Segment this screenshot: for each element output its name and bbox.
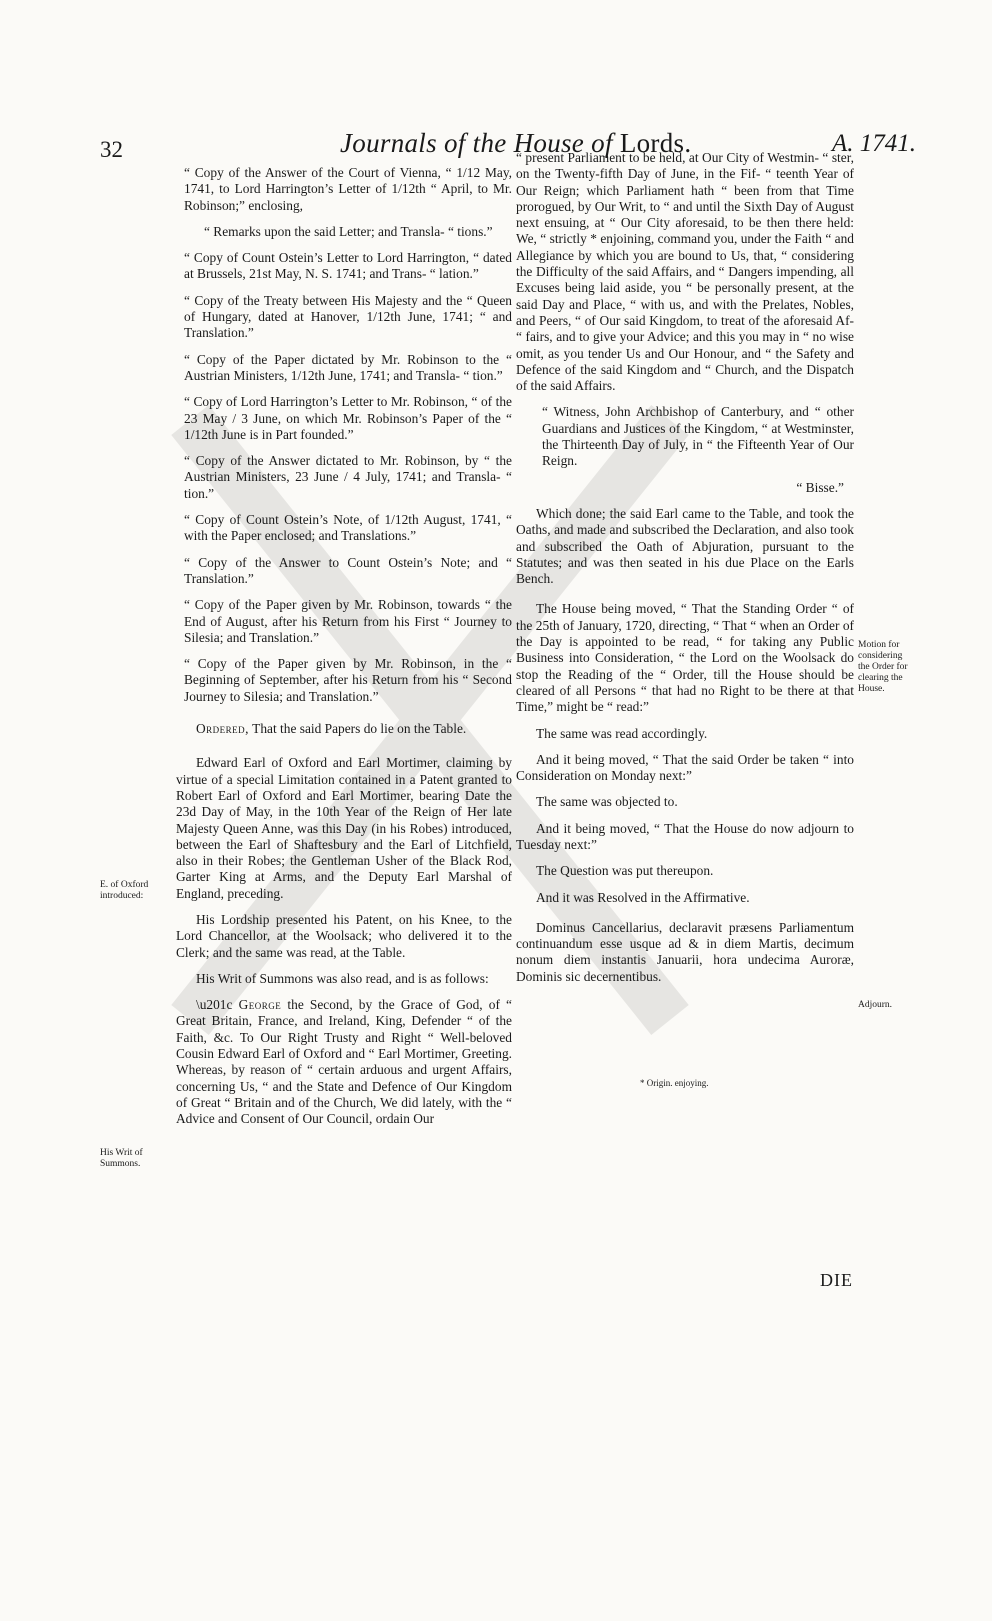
- title-word: Lords.: [619, 128, 692, 158]
- signature: “ Bisse.”: [796, 479, 844, 495]
- witness-clause: “ Witness, John Archbishop of Canterbury, and “ other Guardians and Justices of the Kingdom, “ at Westminster, the Thirteenth Day of July, in “ the Fifteenth Year of Our Reign.: [542, 404, 854, 469]
- title-word: of: [591, 128, 613, 158]
- moved-adjourn: And it being moved, “ That the House do now adjourn to Tuesday next:”: [516, 820, 854, 852]
- writ-text: \u201c George the Second, by the Grace of God, of “ Great Britain, France, and Ireland, King, Defender “ of the Faith, &c. To Our Right Trusty and Right “ Well-beloved Cousin Edward Earl of Oxford and “ Earl Mortimer, Greeting. Whereas, by reason of “ certain arduous and urgent Affairs, concerning Us, “ and the State and Defence of Our Kingdom of Great “ Britain and of the Church, We did lately, with the “ Advice and Consent of Our Council, ordain Our: [176, 997, 512, 1127]
- oaths-paragraph: Which done; the said Earl came to the Table, and took the Oaths, and made and subscribed the Declaration, and also took and subscribed the Oath of Abjuration, pursuant to the Statutes; and was then seated in his due Place on the Earls Bench.: [516, 505, 854, 587]
- question-put: The Question was put thereupon.: [536, 863, 714, 879]
- catchword: DIE: [820, 1270, 853, 1290]
- ordered-paragraph: [176, 721, 512, 737]
- title-word: Journals: [340, 128, 437, 158]
- introduction-paragraph: Edward Earl of Oxford and Earl Mortimer, claiming by virtue of a special Limitation contained in a Patent granted to Robert Earl of Oxford and Earl Mortimer, bearing Date the 23d Day of May, in the 10th Year of the Reign of Her late Majesty Queen Anne, was this Day (in his Robes) introduced, between the Earl of Shaftesbury and the Earl of Litchfield, also in their Robes; the Gentleman Usher of the Black Rod, Garter King at Arms, and the Deputy Earl Marshal of England, preceding.: [176, 755, 512, 901]
- resolved: And it was Resolved in the Affirmative.: [536, 889, 750, 905]
- title-word: House: [513, 128, 585, 158]
- ordered-lead: Ordered,: [196, 721, 250, 737]
- paper-entry: “ Copy of the Paper given by Mr. Robinson, in the “ Beginning of September, after his Return from his “ Second Journey to Silesia; and Translation.”: [184, 656, 512, 704]
- paper-entry: “ Remarks upon the said Letter; and Transla- “ tions.”: [204, 223, 493, 239]
- paper-entry: “ Copy of Count Ostein’s Note, of 1/12th August, 1741, “ with the Paper enclosed; and Translations.”: [184, 512, 512, 544]
- paper-entry: “ Copy of the Answer dictated to Mr. Robinson, by “ the Austrian Ministers, 23 June / 4 July, 1741; and Transla- “ tion.”: [184, 453, 512, 501]
- footnote: * Origin. enjoying.: [640, 1078, 709, 1088]
- objected: The same was objected to.: [536, 794, 678, 810]
- margin-note-motion: Motion for considering the Order for clearing the House.: [858, 640, 908, 694]
- ordered-text: That the said Papers do lie on the Table.: [249, 721, 467, 737]
- writ-body: the Second, by the Grace of God, of “ Great Britain, France, and Ireland, King, Defender “ of the Faith, &c. To Our Right Trusty and Right “ Well-beloved Cousin Edward Earl of Oxford and “ Earl Mortimer, Greeting. Whereas, by reason of “ certain arduous and urgent Affairs, concerning Us, “ and the State and Defence of Our Kingdom of Great “ Britain and of the Church, We did lately, with the “ Advice and Consent of Our Council, ordain Our: [176, 997, 512, 1127]
- page-number: 32: [100, 137, 123, 162]
- writ-king: George: [238, 997, 282, 1013]
- title-word: of: [443, 128, 466, 158]
- paper-entry: “ Copy of the Answer of the Court of Vienna, “ 1/12 May, 1741, to Lord Harrington’s Letter of 1/12th “ April, to Mr. Robinson;” enclosing,: [184, 165, 512, 213]
- patent-paragraph: His Lordship presented his Patent, on his Knee, to the Lord Chancellor, at the Woolsack; who delivered it to the Clerk; and the same was read, at the Table.: [176, 911, 512, 960]
- paper-entry: “ Copy of the Paper dictated by Mr. Robinson to the “ Austrian Ministers, 1/12th June, 1741; and Transla- “ tion.”: [184, 351, 512, 383]
- paper-entry: “ Copy of the Paper given by Mr. Robinson, towards “ the End of August, after his Return from his First “ Journey to Silesia; and Translation.”: [184, 597, 512, 645]
- right-column: [516, 150, 854, 995]
- paper-entry: “ Copy of Count Ostein’s Letter to Lord Harrington, “ dated at Brussels, 21st May, N. S. 1741; and Trans- “ lation.”: [184, 250, 512, 282]
- latin-adjournment: Dominus Cancellarius, declaravit præsens Parliamentum continuandum esse usque ad & in diem Martis, decimum nonum diem instantis Januarii, hora undecima Auroræ, Dominis sic decernentibus.: [516, 919, 854, 984]
- paper-entry: “ Copy of the Answer to Count Ostein’s Note; and “ Translation.”: [184, 554, 512, 586]
- paper-entry: “ Copy of Lord Harrington’s Letter to Mr. Robinson, “ of the 23 May / 3 June, on which Mr. Robinson’s Paper of the “ 1/12th June is in Part founded.”: [184, 394, 512, 442]
- writ-intro: His Writ of Summons was also read, and is as follows:: [196, 970, 489, 986]
- paper-entry: “ Copy of the Treaty between His Majesty and the “ Queen of Hungary, dated at Hanover, 1/12th June, 1741; “ and Translation.”: [184, 292, 512, 341]
- moved-monday: And it being moved, “ That the said Order be taken “ into Consideration on Monday next:”: [516, 751, 854, 784]
- left-column: [176, 165, 512, 1138]
- margin-note-writ: His Writ of Summons.: [100, 1148, 143, 1169]
- margin-note-adjourn: Adjourn.: [858, 1000, 893, 1010]
- motion-paragraph: The House being moved, “ That the Standing Order “ of the 25th of January, 1720, directing, “ That “ when an Order of the Day is appointed to be read, “ for taking any Public Business into Consideration, “ the Lord on the Woolsack do stop the Reading of the “ Order, till the House should be cleared of all Persons “ that had no Right to be there at that Time,” might be “ read:”: [516, 601, 854, 715]
- title-word: the: [472, 128, 507, 158]
- read-accordingly: The same was read accordingly.: [536, 725, 708, 741]
- year-heading: A. 1741.: [832, 130, 917, 157]
- writ-continued: “ present Parliament to be held, at Our City of Westmin- “ ster, on the Twenty-fifth Day of June, in the Fif- “ teenth Year of Our Reign; which Parliament hath “ been from that Time prorogued, by Our Writ, to “ and until the Sixth Day of August next ensuing, at “ Our City aforesaid, to be then there held: We, “ strictly * enjoining, command you, under the Faith “ and Allegiance by which you are bound to Us, that, “ considering the Difficulty of the said Affairs, and “ Dangers impending, all Excuses being laid aside, you “ be personally present, at the said Day and Place, “ with us, and with the Prelates, Nobles, and Peers, “ of Our said Kingdom, to treat of the aforesaid Af- “ fairs, and to give your Advice; and this you may in “ no wise omit, as you tender Us and Our Honour, and “ the Safety and Defence of the said Kingdom and “ Church, and the Dispatch of the said Affairs.: [516, 150, 854, 394]
- margin-note-oxford: E. of Oxford introduced:: [100, 880, 149, 901]
